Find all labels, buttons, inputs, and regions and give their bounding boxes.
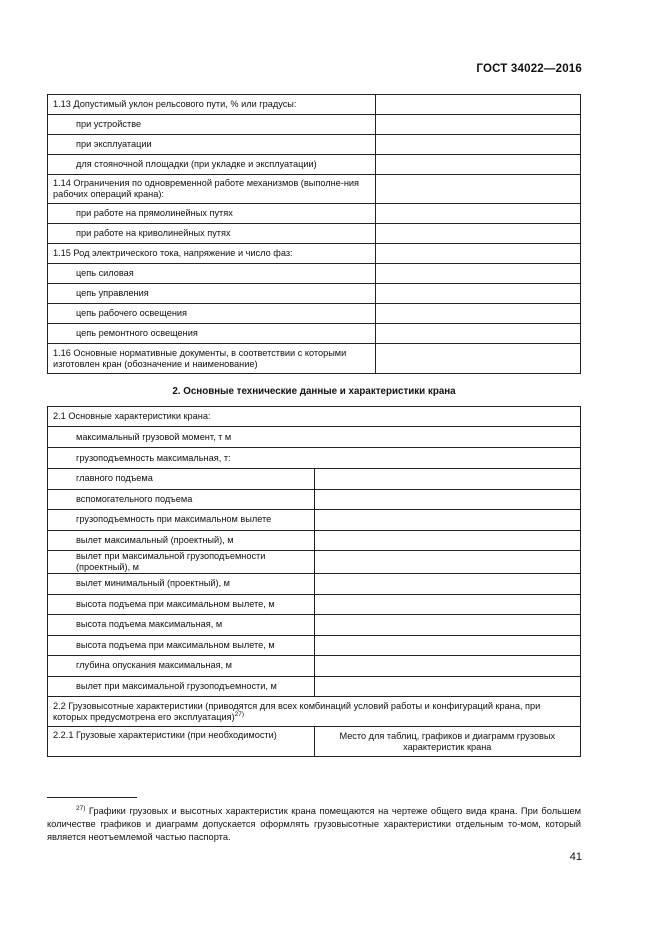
footnote <box>47 805 581 844</box>
section1-table <box>47 94 581 374</box>
value-cell[interactable] <box>376 204 581 224</box>
row-label <box>48 697 581 727</box>
footnote-text: Графики грузовых и высотных характеристик крана помещаются на чертеже общего вида крана. При большем количестве графиков и диаграмм допускается оформлять грузовысотные характеристики отдельным то-мом, который является неотъемлемой частью паспорта. <box>47 806 582 842</box>
table-row <box>48 304 581 324</box>
row-label: для стояночной площадки (при укладке и эксплуатации) <box>48 155 376 175</box>
table-row <box>48 469 581 490</box>
value-cell[interactable] <box>376 324 581 344</box>
row-label: 1.13 Допустимый уклон рельсового пути, % или градусы: <box>48 95 376 115</box>
value-cell[interactable] <box>314 510 581 531</box>
value-cell[interactable] <box>376 175 581 204</box>
table-row <box>48 489 581 510</box>
value-cell[interactable] <box>376 284 581 304</box>
standard-code: ГОСТ 34022—2016 <box>476 63 582 75</box>
table-row <box>48 155 581 175</box>
table-row <box>48 676 581 697</box>
value-cell[interactable] <box>314 469 581 490</box>
page-number: 41 <box>569 851 582 863</box>
table-row <box>48 135 581 155</box>
section2-title: 2. Основные технические данные и характеристики крана <box>172 386 456 397</box>
table-row <box>48 510 581 531</box>
table-row <box>48 448 581 469</box>
row-label: вылет при максимальной грузоподъемности, м <box>48 676 315 697</box>
footnote-ref: 27) <box>234 710 245 718</box>
value-cell[interactable] <box>314 594 581 615</box>
value-cell[interactable] <box>314 656 581 677</box>
row-label: 1.14 Ограничения по одновременной работе механизмов (выполне-ния рабочих операций крана): <box>48 175 376 204</box>
table-row <box>48 344 581 374</box>
row-label: грузоподъемность при максимальном вылете <box>48 510 315 531</box>
section2-table <box>47 406 581 757</box>
row-label: при работе на прямолинейных путях <box>48 204 376 224</box>
value-cell[interactable] <box>376 155 581 175</box>
row-label: цепь управления <box>48 284 376 304</box>
table-row <box>48 697 581 727</box>
value-cell[interactable] <box>376 224 581 244</box>
row-label: высота подъема при максимальном вылете, м <box>48 635 315 656</box>
table-row <box>48 574 581 595</box>
table-row <box>48 95 581 115</box>
value-cell[interactable] <box>376 244 581 264</box>
table-row <box>48 244 581 264</box>
row-label: вылет при максимальной грузоподъемности (проектный), м <box>48 551 315 574</box>
value-cell[interactable] <box>376 344 581 374</box>
table-row <box>48 635 581 656</box>
value-cell[interactable] <box>376 115 581 135</box>
table-row <box>48 727 581 757</box>
table-row <box>48 284 581 304</box>
placeholder-note: Место для таблиц, графиков и диаграмм грузовых характеристик крана <box>314 727 581 757</box>
row-label: при работе на криволинейных путях <box>48 224 376 244</box>
table-row <box>48 115 581 135</box>
value-cell[interactable] <box>376 135 581 155</box>
row-label: 1.15 Род электрического тока, напряжение и число фаз: <box>48 244 376 264</box>
row-label: максимальный грузовой момент, т м <box>48 427 581 448</box>
value-cell[interactable] <box>314 676 581 697</box>
table-row <box>48 175 581 204</box>
value-cell[interactable] <box>314 489 581 510</box>
row-label: высота подъема при максимальном вылете, м <box>48 594 315 615</box>
row-label: 1.16 Основные нормативные документы, в соответствии с которыми изготовлен кран (обозначение и наименование) <box>48 344 376 374</box>
table-row <box>48 407 581 427</box>
table-row <box>48 324 581 344</box>
row-label: цепь рабочего освещения <box>48 304 376 324</box>
value-cell[interactable] <box>376 264 581 284</box>
row-label: при устройстве <box>48 115 376 135</box>
table-row <box>48 551 581 574</box>
row-label: при эксплуатации <box>48 135 376 155</box>
footnote-rule <box>47 797 137 798</box>
row-label: вылет минимальный (проектный), м <box>48 574 315 595</box>
row-label: цепь ремонтного освещения <box>48 324 376 344</box>
row-label: глубина опускания максимальная, м <box>48 656 315 677</box>
value-cell[interactable] <box>314 635 581 656</box>
table-row <box>48 594 581 615</box>
row-label: 2.2.1 Грузовые характеристики (при необходимости) <box>48 727 315 757</box>
row-label: главного подъема <box>48 469 315 490</box>
row-label: вспомогательного подъема <box>48 489 315 510</box>
table-row <box>48 427 581 448</box>
row-label: 2.1 Основные характеристики крана: <box>48 407 581 427</box>
table-row <box>48 204 581 224</box>
row-label: цепь силовая <box>48 264 376 284</box>
row-2-2-text: 2.2 Грузовысотные характеристики (приводятся для всех комбинаций условий работы и конфигураций крана, при которых предусмотрена его эксплуатация) <box>53 700 541 722</box>
table-row <box>48 615 581 636</box>
footnote-marker: 27) <box>76 804 86 812</box>
value-cell[interactable] <box>314 615 581 636</box>
row-label: грузоподъемность максимальная, т: <box>48 448 581 469</box>
table-row <box>48 264 581 284</box>
table-row <box>48 656 581 677</box>
value-cell[interactable] <box>314 574 581 595</box>
value-cell[interactable] <box>376 95 581 115</box>
value-cell[interactable] <box>314 530 581 551</box>
table-row <box>48 530 581 551</box>
table-row <box>48 224 581 244</box>
value-cell[interactable] <box>376 304 581 324</box>
row-label: вылет максимальный (проектный), м <box>48 530 315 551</box>
value-cell[interactable] <box>314 551 581 574</box>
row-label: высота подъема максимальная, м <box>48 615 315 636</box>
